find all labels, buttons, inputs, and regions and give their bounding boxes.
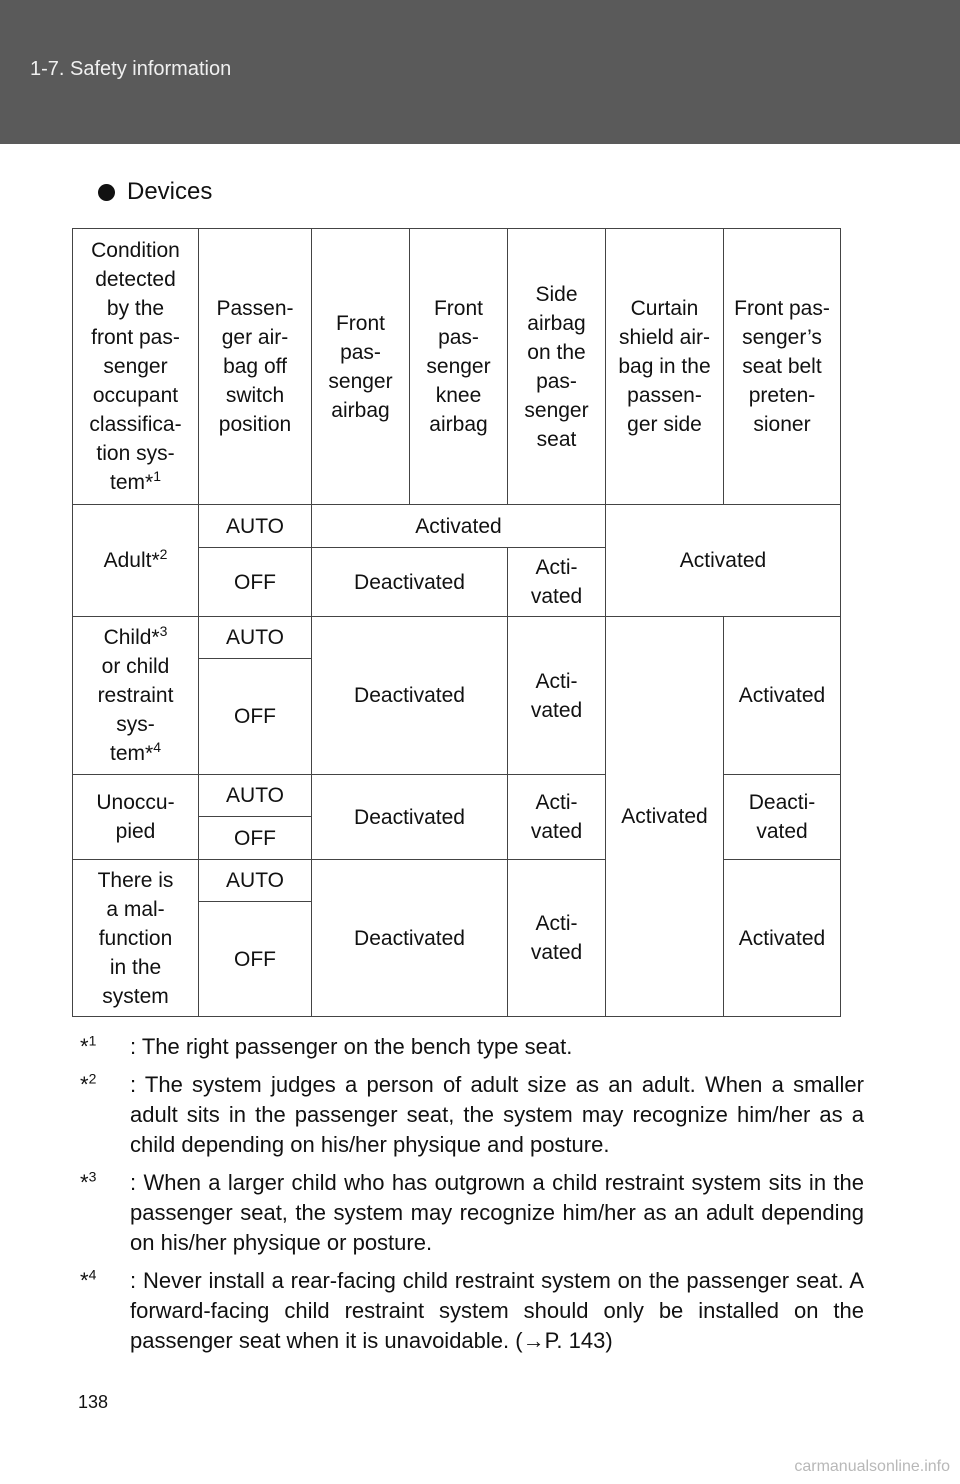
cell-activated: Activated [724,860,841,1017]
footnote-mark: *$^4$ [80,1266,97,1293]
cell-activated: Activated [724,617,841,775]
cell-activated: Acti- vated [508,860,606,1017]
cell-off: OFF [199,659,312,775]
table-row [73,505,841,548]
row-label-adult: Adult*$^2$ [73,505,199,617]
footnote-item [80,1266,864,1356]
watermark: carmanualsonline.info [794,1458,950,1475]
cell-off: OFF [199,902,312,1017]
section-breadcrumb: 1-7. Safety information [30,58,232,80]
header-side-airbag: Side airbag on the pas- senger seat [508,229,606,505]
header-curtain-airbag: Curtain shield air- bag in the passen- ger side [606,229,724,505]
table-row [73,860,841,902]
header-front-airbag: Front pas- senger airbag [312,229,410,505]
footnote-text: : When a larger child who has outgrown a child restraint system sits in the passenger seat, the system may recognize him/her as an adult depending on his/her physique or posture. [130,1170,864,1255]
cell-off: OFF [199,548,312,617]
cell-activated: Acti- vated [508,548,606,617]
cell-auto: AUTO [199,617,312,659]
header-pretensioner: Front pas- senger’s seat belt preten- sioner [724,229,841,505]
row-label-unoccupied: Unoccu- pied [73,775,199,860]
table-row [73,775,841,817]
cell-activated: Activated [606,505,841,617]
page-number: 138 [78,1392,109,1412]
row-label-child: Child*$^3$ or child restraint sys- tem*$^4$ [73,617,199,775]
row-label-malfunction: There is a mal- function in the system [73,860,199,1017]
section-heading [98,178,212,206]
cell-deactivated: Deacti- vated [724,775,841,860]
page-header [0,0,960,144]
cell-off: OFF [199,817,312,860]
cell-activated: Acti- vated [508,775,606,860]
footnote-text: : The right passenger on the bench type seat. [130,1034,573,1059]
footnote-item [80,1070,864,1160]
cell-activated: Activated [606,617,724,1017]
footnote-mark: *$^3$ [80,1168,97,1195]
footnote-item [80,1032,864,1062]
footnote-text: : Never install a rear-facing child restraint system on the passenger seat. A forward-facing child restraint system should only be installed on the passenger seat when it is unavoidable. (→P. 143) [130,1268,864,1353]
cell-auto: AUTO [199,775,312,817]
cell-deactivated: Deactivated [312,775,508,860]
footnote-mark: *$^1$ [80,1032,97,1059]
header-condition: Condition detected by the front pas- senger occupant classifica- tion sys- tem*$^1$ [73,229,199,505]
cell-auto: AUTO [199,860,312,902]
header-switch-position: Passen- ger air- bag off switch position [199,229,312,505]
section-title: Devices [127,178,213,205]
devices-table [72,228,841,1017]
cell-deactivated: Deactivated [312,617,508,775]
cell-auto: AUTO [199,505,312,548]
cell-activated: Activated [312,505,606,548]
footnote-mark: *$^2$ [80,1070,97,1097]
footnotes [80,1032,864,1364]
bullet-icon [98,184,115,201]
footnote-text: : The system judges a person of adult size as an adult. When a smaller adult sits in the passenger seat, the system may recognize him/her as a child depending on his/her physique and posture. [130,1072,864,1157]
header-knee-airbag: Front pas- senger knee airbag [410,229,508,505]
table-header-row [73,229,841,505]
cell-activated: Acti- vated [508,617,606,775]
table-row [73,617,841,659]
cell-deactivated: Deactivated [312,548,508,617]
cell-deactivated: Deactivated [312,860,508,1017]
footnote-item [80,1168,864,1258]
